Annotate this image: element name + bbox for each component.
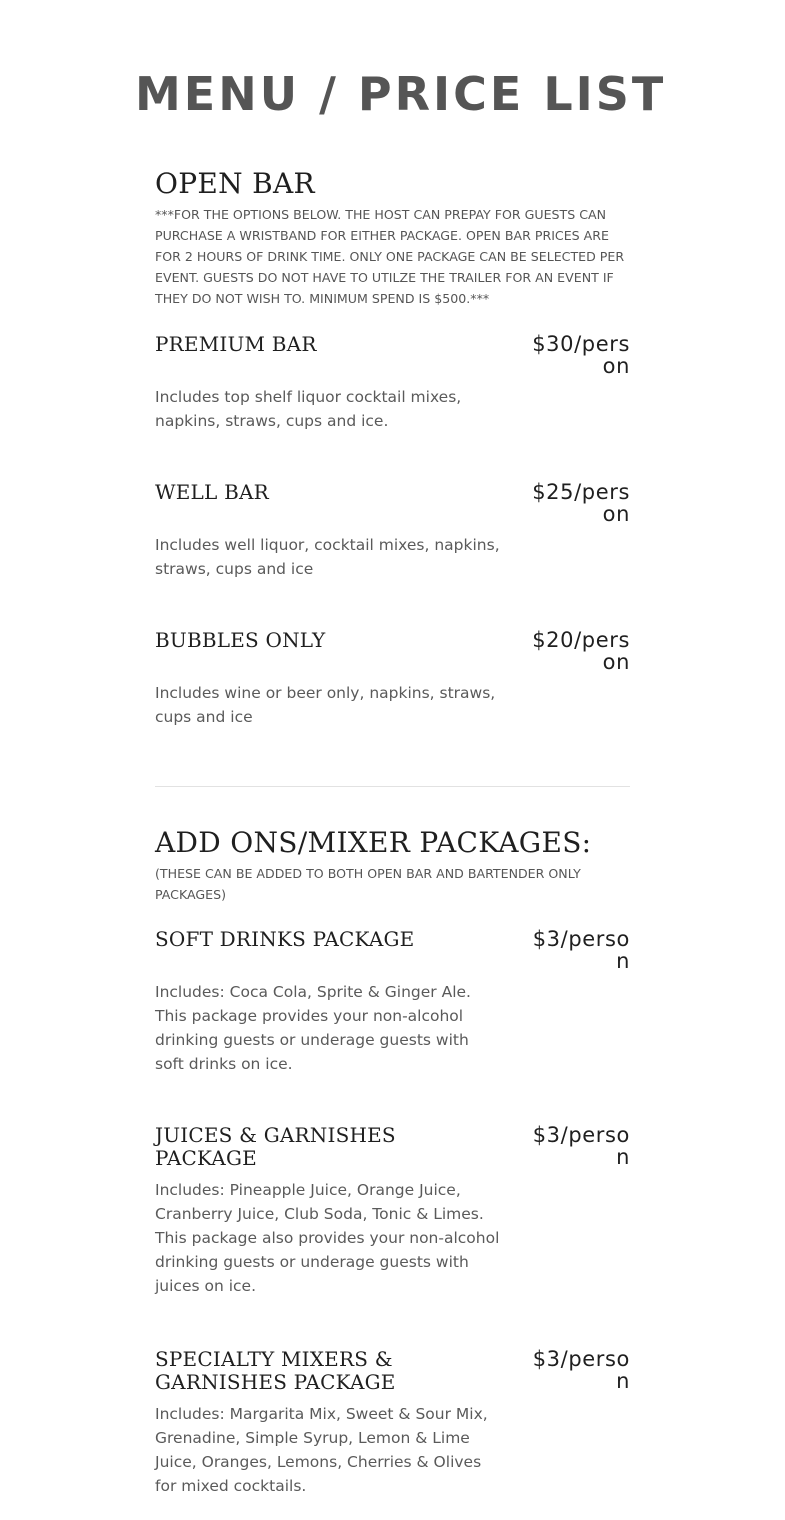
add-ons-heading: ADD ONS/MIXER PACKAGES:: [155, 826, 592, 859]
menu-item-premium-bar: [155, 333, 630, 433]
item-price: $3/person: [532, 927, 630, 973]
item-name: JUICES & GARNISHES PACKAGE: [155, 1123, 396, 1170]
item-price: $20/person: [532, 628, 630, 674]
add-ons-section: [155, 827, 630, 905]
add-ons-note: (THESE CAN BE ADDED TO BOTH OPEN BAR AND BARTENDER ONLY PACKAGES): [155, 866, 581, 902]
menu-item-specialty-mixers-package: [155, 1348, 630, 1498]
item-name: SOFT DRINKS PACKAGE: [155, 927, 415, 951]
section-divider: [155, 786, 630, 787]
menu-item-bubbles-only: [155, 629, 630, 729]
open-bar-note: ***FOR THE OPTIONS BELOW. THE HOST CAN PREPAY FOR GUESTS CAN PURCHASE A WRISTBAND FOR EITHER PACKAGE. OPEN BAR PRICES ARE FOR 2 HOURS OF DRINK TIME. ONLY ONE PACKAGE CAN BE SELECTED PER EVENT. GUESTS DO NOT HAVE TO UTILZE THE TRAILER FOR AN EVENT IF THEY DO NOT WISH TO. MINIMUM SPEND IS $500.***: [155, 207, 625, 306]
item-name: BUBBLES ONLY: [155, 628, 326, 652]
item-price: $30/person: [532, 332, 630, 378]
item-description: Includes: Pineapple Juice, Orange Juice, Cranberry Juice, Club Soda, Tonic & Limes. This package also provides your non-alcohol drinking guests or underage guests with juices on ice.: [155, 1181, 500, 1295]
item-description: Includes wine or beer only, napkins, straws, cups and ice: [155, 684, 496, 726]
item-description: Includes: Margarita Mix, Sweet & Sour Mix, Grenadine, Simple Syrup, Lemon & Lime Juice, Oranges, Lemons, Cherries & Olives for mixed cocktails.: [155, 1405, 488, 1495]
item-description: Includes well liquor, cocktail mixes, napkins, straws, cups and ice: [155, 536, 500, 578]
item-description: Includes top shelf liquor cocktail mixes, napkins, straws, cups and ice.: [155, 388, 462, 430]
menu-item-juices-garnishes-package: [155, 1124, 630, 1298]
item-description: Includes: Coca Cola, Sprite & Ginger Ale. This package provides your non-alcohol drinking guests or underage guests with soft drinks on ice.: [155, 983, 471, 1073]
item-price: $3/person: [532, 1347, 630, 1393]
item-name: PREMIUM BAR: [155, 332, 317, 356]
item-price: $25/person: [532, 480, 630, 526]
menu-item-well-bar: [155, 481, 630, 581]
item-name: SPECIALTY MIXERS & GARNISHES PACKAGE: [155, 1347, 396, 1394]
open-bar-section: [155, 168, 630, 309]
item-price: $3/person: [532, 1123, 630, 1169]
page-title: MENU / PRICE LIST: [135, 67, 667, 121]
menu-item-soft-drinks-package: [155, 928, 630, 1076]
open-bar-heading: OPEN BAR: [155, 167, 315, 200]
item-name: WELL BAR: [155, 480, 269, 504]
